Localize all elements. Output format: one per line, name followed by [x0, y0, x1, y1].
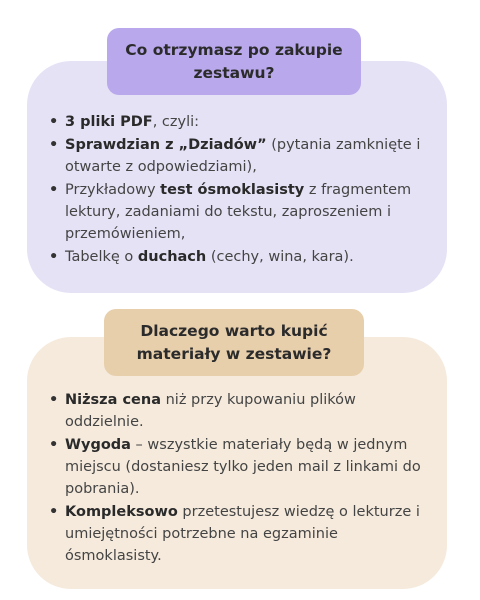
list-item	[47, 246, 437, 268]
item-bold: test ósmoklasisty	[160, 182, 305, 198]
item-text: (cechy, wina, kara).	[206, 249, 354, 265]
item-text: z fragmentem lektury, zadaniami do tekstu, zaproszeniem i przemówieniem,	[65, 182, 412, 242]
bullet-icon: •	[49, 504, 59, 520]
item-text: niż przy kupowaniu plików oddzielnie.	[65, 392, 356, 430]
bullet-icon: •	[49, 249, 59, 265]
item-bold: duchach	[137, 249, 207, 265]
item-bold: Wygoda	[65, 437, 131, 453]
offer-title	[107, 28, 361, 95]
item-pre: Przykładowy	[65, 182, 161, 198]
list-item	[47, 434, 427, 500]
bullet-icon: •	[49, 114, 59, 130]
benefits-list	[47, 389, 427, 568]
bullet-icon: •	[49, 137, 59, 153]
list-item	[47, 179, 437, 245]
list-item	[47, 111, 437, 133]
list-item	[47, 134, 437, 178]
item-bold: Niższa cena	[65, 392, 161, 408]
offer-title-line2: zestawu?	[193, 63, 275, 82]
benefits-title	[104, 309, 364, 376]
bullet-icon: •	[49, 182, 59, 198]
offer-title-line1: Co otrzymasz po zakupie	[125, 40, 343, 59]
list-item	[47, 389, 427, 433]
item-pre: Tabelkę o	[65, 249, 138, 265]
item-bold: Sprawdzian z „Dziadów”	[65, 137, 267, 153]
item-text: przetestujesz wiedzę o lekturze i umiejętności potrzebne na egzaminie ósmoklasisty.	[65, 504, 420, 564]
bullet-icon: •	[49, 437, 59, 453]
item-text: – wszystkie materiały będą w jednym miejscu (dostaniesz tylko jeden mail z linkami do pobrania).	[65, 437, 421, 497]
benefits-title-line1: Dlaczego warto kupić	[140, 321, 328, 340]
benefits-title-line2: materiały w zestawie?	[136, 344, 332, 363]
item-text: (pytania zamknięte i otwarte z odpowiedziami),	[65, 137, 421, 175]
item-bold: 3 pliki PDF	[65, 114, 153, 130]
offer-list	[47, 111, 437, 269]
bullet-icon: •	[49, 392, 59, 408]
list-item	[47, 501, 427, 567]
item-bold: Kompleksowo	[65, 504, 178, 520]
item-text: , czyli:	[152, 114, 200, 130]
